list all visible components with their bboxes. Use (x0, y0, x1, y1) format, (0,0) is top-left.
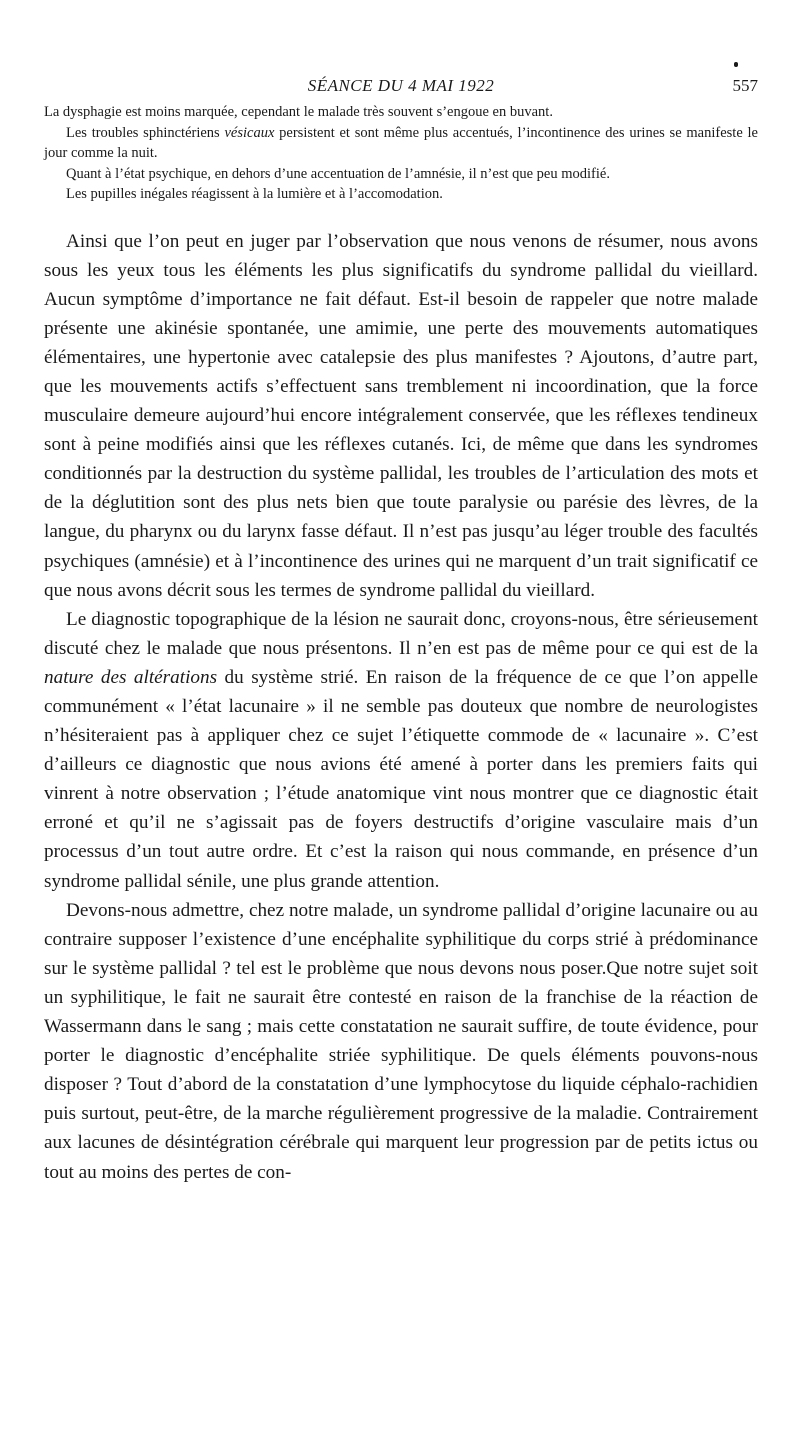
document-page (44, 62, 758, 1187)
body-italic-term: nature des altérations (44, 666, 218, 688)
observation-text: Les troubles sphinctériens (66, 124, 225, 141)
body-text: Le diagnostic topographique de la lésion ne saurait donc, croyons-nous, être sérieusement discuté chez le malade que nous présentons. Il n’en est pas de même pour ce qui est de la (44, 608, 758, 659)
observation-paragraph-1: La dysphagie est moins marquée, cependant le malade très souvent s’engoue en buvant. (44, 104, 553, 120)
running-head (44, 62, 758, 102)
ink-dot (734, 62, 738, 67)
observation-paragraph-3: Quant à l’état psychique, en dehors d’une accentuation de l’amnésie, il n’est que peu modifié. (66, 165, 610, 182)
page-number: 557 (732, 76, 758, 95)
observation-paragraph-2 (44, 123, 758, 164)
observation-text: persistent et sont même plus accentués, l’incontinence des urines se manifeste le jour comme la nuit. (44, 124, 758, 161)
body-paragraph-1: Ainsi que l’on peut en juger par l’observation que nous venons de résumer, nous avons sous les yeux tous les éléments les plus significatifs du syndrome pallidal du vieillard. Aucun symptôme d’importance ne fait défaut. Est-il besoin de rappeler que notre malade présente une akinésie spontanée, une amimie, une perte des mouvements automatiques élémentaires, une hypertonie avec catalepsie des plus manifestes ? Ajoutons, d’autre part, que les mouvements actifs s’effectuent sans tremblement ni incoordination, que la force musculaire demeure aujourd’hui encore intégralement conservée, que les réflexes tendineux sont à peine modifiés ainsi que les réflexes cutanés. Ici, de même que dans les syndromes conditionnés par la destruction du système pallidal, les troubles de l’articulation des mots et de la déglutition sont des plus nets bien que toute paralysie ou parésie des lèvres, de la langue, du pharynx ou du larynx fasse défaut. Il n’est pas jusqu’au léger trouble des facultés psychiques (amnésie) et à l’incontinence des urines qui ne marquent d’un trait significatif ce que nous avons décrit sous les termes de syndrome pallidal du vieillard. (44, 230, 758, 601)
running-title: SÉANCE DU 4 MAI 1922 (307, 76, 495, 95)
observation-italic-term: vésicaux (224, 124, 275, 141)
body-paragraph-3: Devons-nous admettre, chez notre malade, un syndrome pallidal d’origine lacunaire ou au contraire supposer l’existence d’une encéphalite syphilitique du corps strié à prédominance sur le système pallidal ? tel est le problème que nous devons nous poser.Que notre sujet soit un syphilitique, le fait ne saurait être contesté en raison de la franchise de la réaction de Wassermann dans le sang ; mais cette constatation ne saurait suffire, de toute évidence, pour porter le diagnostic d’encéphalite striée syphilitique. De quels éléments pouvons-nous disposer ? Tout d’abord de la constatation d’une lymphocytose du liquide céphalo-rachidien puis surtout, peut-être, de la marche régulièrement progressive de la maladie. Contrairement aux lacunes de désintégration cérébrale qui marquent leur progression par de petits ictus ou tout au moins des pertes de con- (44, 899, 758, 1183)
body-paragraph-2 (44, 605, 758, 896)
body-text: du système strié. En raison de la fréquence de ce que l’on appelle communément « l’état lacunaire » il ne semble pas douteux que nombre de neurologistes n’hésiteraient pas à appliquer chez ce sujet l’étiquette commode de « lacunaire ». C’est d’ailleurs ce diagnostic que nous avions été amené à porter dans les premiers faits qui vinrent à notre observation ; l’étude anatomique vint nous montrer que ce diagnostic était erroné et qu’il ne s’agissait pas de foyers destructifs d’origine vasculaire mais d’un processus d’un tout autre ordre. Et c’est la raison qui nous commande, en présence d’un syndrome pallidal sénile, une plus grande attention. (44, 666, 759, 892)
observation-paragraph-4: Les pupilles inégales réagissent à la lumière et à l’accomodation. (66, 186, 443, 202)
section-gap (44, 205, 758, 227)
